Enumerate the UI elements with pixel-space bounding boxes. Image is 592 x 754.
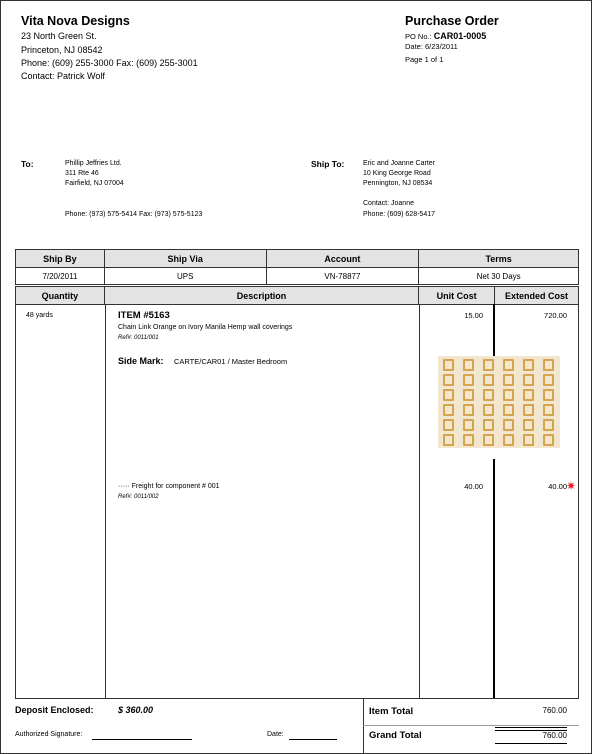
items-left-border: [15, 304, 16, 699]
chain-link-shape: [523, 419, 534, 431]
shipping-table: [15, 249, 579, 285]
items-right-border: [578, 304, 579, 699]
chain-link-shape: [463, 419, 474, 431]
chain-link-shape: [463, 389, 474, 401]
chain-link-shape: [523, 389, 534, 401]
chain-link-shape: [503, 359, 514, 371]
chain-link-shape: [503, 389, 514, 401]
chain-link-shape: [503, 404, 514, 416]
company-city: Princeton, NJ 08542: [21, 45, 103, 55]
chain-link-shape: [463, 434, 474, 446]
chain-link-shape: [523, 434, 534, 446]
chain-link-shape: [443, 389, 454, 401]
ship-to-label: Ship To:: [311, 159, 345, 169]
quantity-divider: [105, 304, 106, 699]
totals-separator: [363, 725, 579, 726]
chain-link-shape: [543, 374, 554, 386]
terms-header: Terms: [419, 250, 579, 268]
deposit-value: $ 360.00: [118, 705, 154, 715]
item1-title: ITEM #5163: [118, 310, 170, 321]
item2-ref: Ref#: 0011/002: [118, 494, 159, 500]
chain-link-shape: [443, 419, 454, 431]
po-number-value: CAR01-0005: [433, 31, 487, 41]
description-header: Description: [104, 287, 418, 305]
chain-link-shape: [443, 434, 454, 446]
chain-link-shape: [443, 359, 454, 371]
item1-unit-cost: 15.00: [464, 311, 483, 320]
red-star-icon: ✷: [566, 479, 577, 493]
item2-unit-cost: 40.00: [464, 482, 483, 491]
po-page: Page 1 of 1: [405, 55, 444, 64]
chain-link-shape: [483, 374, 494, 386]
ship-by-value: 7/20/2011: [16, 268, 105, 285]
to-phone-fax: Phone: (973) 575-5414 Fax: (973) 575-5123: [65, 211, 203, 218]
unit-cost-header: Unit Cost: [419, 287, 495, 305]
chain-link-shape: [503, 434, 514, 446]
po-date: Date: 6/23/2011: [405, 42, 458, 51]
extended-cost-header: Extended Cost: [495, 287, 579, 305]
ship-to-name: Eric and Joanne Carter: [363, 160, 435, 167]
company-contact: Contact: Patrick Wolf: [21, 71, 105, 81]
chain-link-shape: [503, 419, 514, 431]
grand-total-rule-top: [495, 727, 567, 728]
ship-to-phone: Phone: (609) 628-5417: [363, 211, 435, 218]
chain-link-shape: [523, 374, 534, 386]
to-city: Fairfield, NJ 07004: [65, 180, 124, 187]
account-header: Account: [266, 250, 419, 268]
chain-link-shape: [483, 419, 494, 431]
chain-link-swatch-image: [438, 356, 560, 448]
company-name: Vita Nova Designs: [21, 14, 130, 28]
chain-link-shape: [483, 404, 494, 416]
ship-via-value: UPS: [104, 268, 266, 285]
footer-divider: [363, 698, 364, 754]
ship-to-street: 10 King George Road: [363, 170, 431, 177]
deposit-label: Deposit Enclosed:: [15, 705, 94, 715]
chain-link-shape: [443, 404, 454, 416]
ship-to-city: Pennington, NJ 08534: [363, 180, 433, 187]
company-phone-fax: Phone: (609) 255-3000 Fax: (609) 255-3001: [21, 58, 198, 68]
unit-cost-divider-bottom: [493, 459, 495, 699]
chain-link-shape: [543, 404, 554, 416]
chain-link-shape: [483, 359, 494, 371]
po-number: [405, 31, 486, 41]
chain-link-shape: [443, 374, 454, 386]
grand-total-label: Grand Total: [369, 730, 422, 741]
chain-link-shape: [483, 389, 494, 401]
date-line[interactable]: [289, 739, 337, 740]
to-street: 311 Rte 46: [65, 170, 99, 177]
po-number-label: PO No.:: [405, 32, 432, 41]
chain-link-shape: [463, 359, 474, 371]
side-mark-label: Side Mark:: [118, 356, 164, 366]
grand-total-rule-bottom2: [495, 743, 567, 744]
chain-link-shape: [523, 404, 534, 416]
chain-link-shape: [483, 434, 494, 446]
chain-link-shape: [543, 389, 554, 401]
to-label: To:: [21, 159, 34, 169]
item-total-value: 760.00: [542, 706, 567, 715]
item1-extended-cost: 720.00: [544, 311, 567, 320]
chain-link-shape: [543, 434, 554, 446]
signature-line[interactable]: [92, 739, 192, 740]
chain-link-shape: [543, 359, 554, 371]
item1-ref: Ref#: 0011/001: [118, 335, 159, 341]
items-header-row: [15, 286, 579, 305]
chain-link-shape: [463, 374, 474, 386]
item1-description: Chain Link Orange on Ivory Manila Hemp wall coverings: [118, 324, 293, 331]
account-value: VN-78877: [266, 268, 419, 285]
ship-via-header: Ship Via: [104, 250, 266, 268]
item-total-label: Item Total: [369, 706, 414, 717]
side-mark-value: CARTE/CAR01 / Master Bedroom: [173, 357, 288, 366]
grand-total-value: 760.00: [542, 731, 567, 740]
item1-quantity: 48 yards: [26, 312, 53, 319]
chain-link-shape: [523, 359, 534, 371]
item2-description: ····· Freight for component # 001: [118, 483, 220, 490]
company-street: 23 North Green St.: [21, 31, 97, 41]
description-divider: [419, 304, 420, 699]
terms-value: Net 30 Days: [419, 268, 579, 285]
ship-to-contact: Contact: Joanne: [363, 200, 414, 207]
chain-link-shape: [503, 374, 514, 386]
item1-side-mark: [118, 351, 287, 369]
date-label: Date:: [267, 731, 284, 738]
to-name: Phillip Jeffries Ltd.: [65, 160, 122, 167]
item2-extended-cost: 40.00: [548, 482, 567, 491]
po-title: Purchase Order: [405, 14, 499, 28]
quantity-header: Quantity: [16, 287, 105, 305]
unit-cost-divider-top: [493, 304, 495, 356]
chain-link-shape: [543, 419, 554, 431]
chain-link-shape: [463, 404, 474, 416]
ship-by-header: Ship By: [16, 250, 105, 268]
items-bottom-border: [15, 698, 579, 699]
signature-label: Authorized Signature:: [15, 731, 83, 738]
